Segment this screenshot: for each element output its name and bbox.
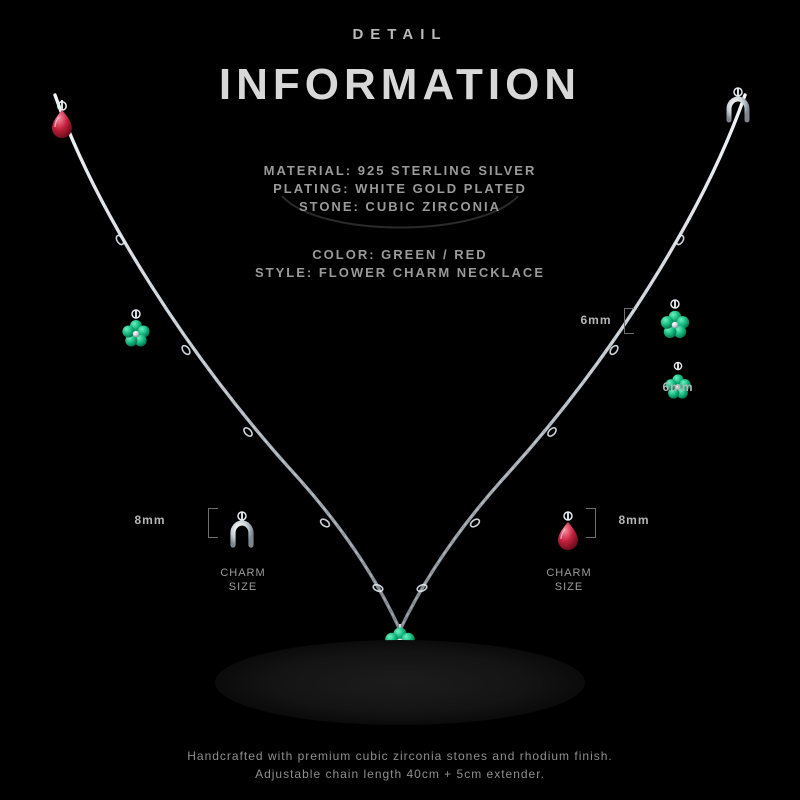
footer-line-1: Handcrafted with premium cubic zirconia stones and rhodium finish.	[187, 749, 613, 763]
callout-right-flower-lower-value: 6mm	[662, 380, 694, 394]
chain-links	[115, 234, 685, 592]
callout-left-bracket	[208, 508, 218, 538]
spec-plating: PLATING: WHITE GOLD PLATED	[273, 181, 527, 196]
spec-block-primary	[0, 162, 800, 216]
charm-green-flower-right-upper	[661, 300, 689, 338]
detail-kicker: DETAIL	[352, 26, 448, 43]
callout-right-flower-upper-bracket	[624, 308, 634, 334]
callout-left-horseshoe-value: 8mm	[134, 513, 166, 527]
charm-green-flower-left	[122, 310, 149, 347]
callout-right-bracket	[586, 508, 596, 538]
spec-material: MATERIAL: 925 STERLING SILVER	[263, 163, 537, 178]
charm-red-drop-right	[558, 512, 578, 550]
spec-stone: STONE: CUBIC ZIRCONIA	[298, 199, 502, 214]
charm-horseshoe-left	[233, 512, 251, 545]
callout-right-flower-upper-value: 6mm	[580, 313, 612, 327]
footer-line-2: Adjustable chain length 40cm + 5cm extender.	[255, 767, 545, 781]
callout-right-drop-label: CHARM SIZE	[546, 567, 592, 593]
spec-style: STYLE: FLOWER CHARM NECKLACE	[255, 265, 545, 280]
spec-block-secondary	[0, 246, 800, 282]
spec-color: COLOR: GREEN / RED	[312, 247, 488, 262]
product-shadow	[215, 640, 585, 725]
callout-left-horseshoe-label: CHARM SIZE	[220, 567, 266, 593]
callout-right-drop-value: 8mm	[618, 513, 650, 527]
page-title: INFORMATION	[218, 60, 582, 109]
